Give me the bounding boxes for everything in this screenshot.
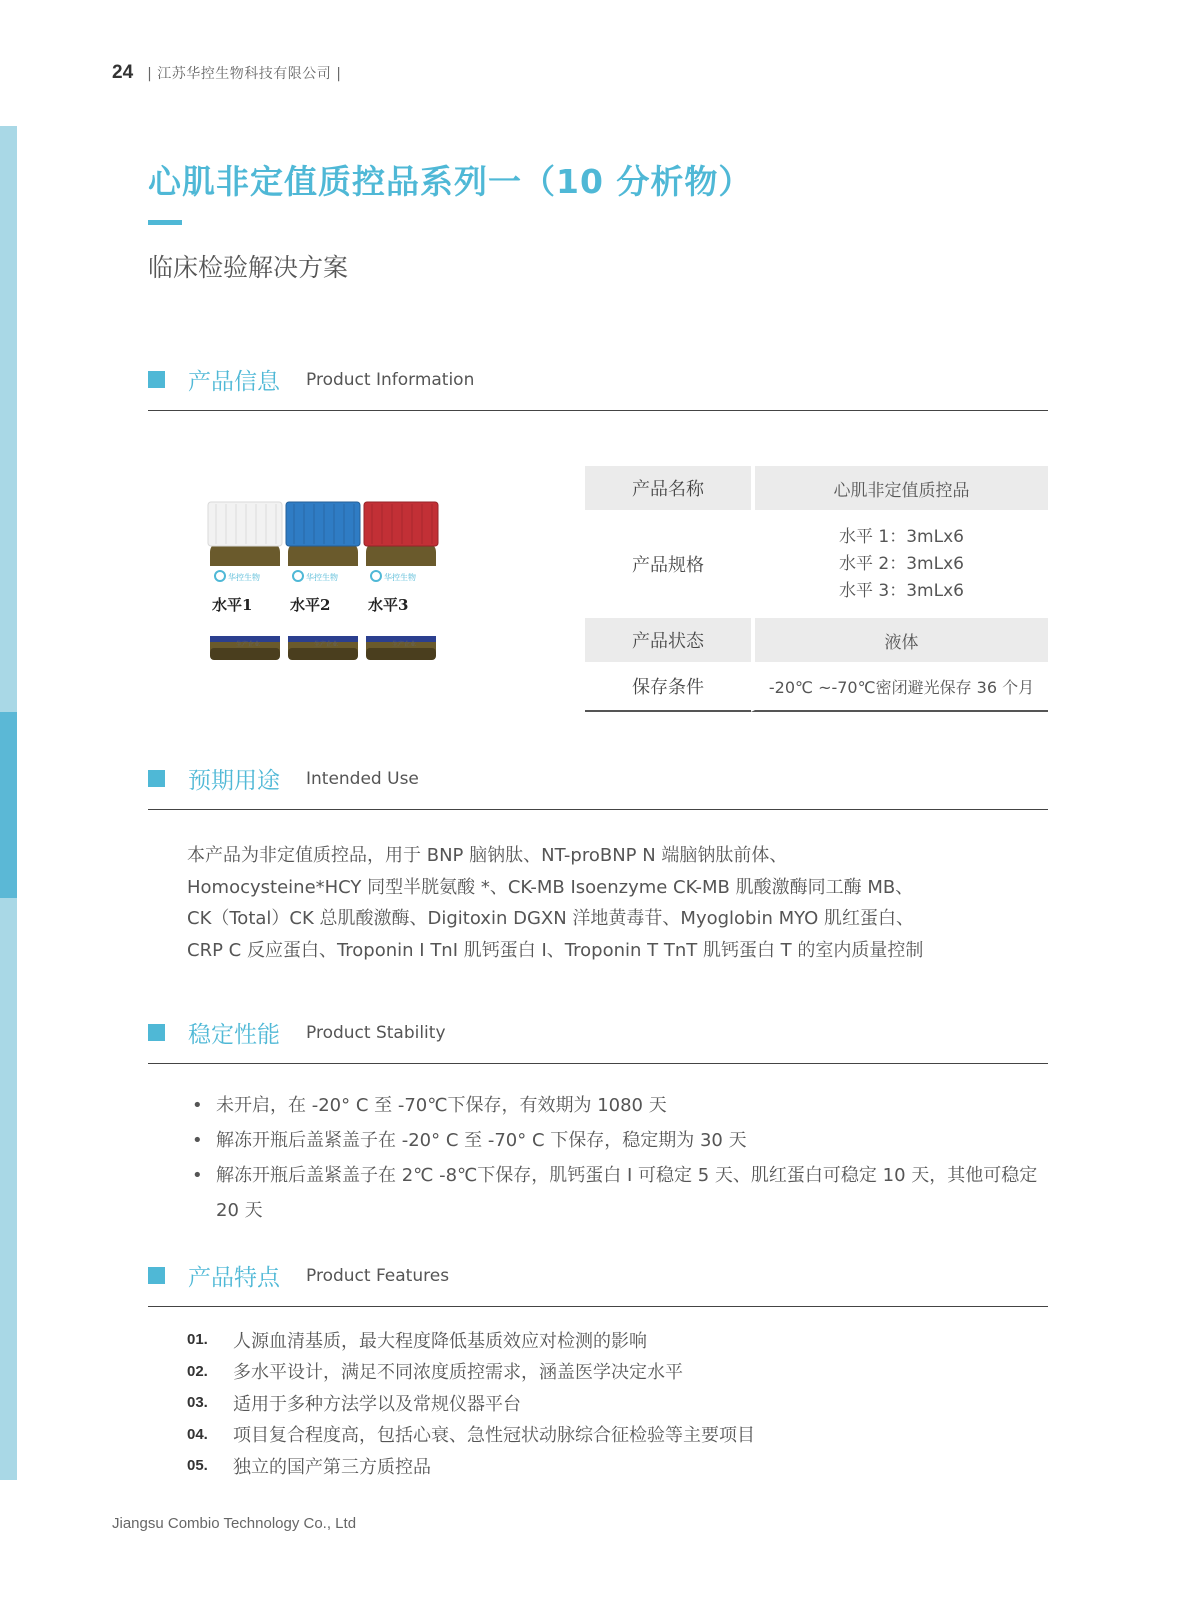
- section-square-icon: [148, 770, 165, 787]
- spec-level-3: 水平 3：3mLx6: [839, 580, 964, 601]
- section-title-en: Product Information: [306, 370, 475, 390]
- table-row-state: [585, 618, 1048, 662]
- company-name-header: | 江苏华控生物科技有限公司 |: [147, 66, 342, 82]
- section-title-en: Intended Use: [306, 769, 419, 789]
- cell-storage-value: -20℃ ~-70℃密闭避光保存 36 个月: [751, 662, 1048, 712]
- feature-number: 05.: [187, 1457, 208, 1475]
- vial-label-1: 水平1: [212, 596, 253, 614]
- list-item: [190, 1123, 1050, 1158]
- page-subtitle: 临床检验解决方案: [148, 253, 349, 282]
- section-stability: [148, 1013, 1048, 1064]
- vial-brand: 华控生物: [306, 573, 338, 582]
- vial-label-3: 水平3: [368, 596, 409, 614]
- feature-text: 人源血清基质，最大程度降低基质效应对检测的影响: [233, 1330, 647, 1352]
- table-row-name: [585, 466, 1048, 510]
- stability-list: [190, 1088, 1050, 1228]
- section-square-icon: [148, 1267, 165, 1284]
- feature-text: 项目复合程度高，包括心衰、急性冠状动脉综合征检验等主要项目: [233, 1425, 755, 1447]
- side-accent-bar-highlight: [0, 712, 17, 898]
- table-row-spec: [585, 510, 1048, 618]
- intended-use-line: Homocysteine*HCY 同型半胱氨酸 *、CK-MB Isoenzyme CK-MB 肌酸激酶同工酶 MB、: [187, 876, 914, 898]
- list-item: [190, 1088, 1050, 1123]
- vial-level-3: [364, 502, 438, 660]
- vial-level-1: [208, 502, 282, 660]
- stability-text: 解冻开瓶后盖紧盖子在 2℃ -8℃下保存，肌钙蛋白 I 可稳定 5 天、肌红蛋白可稳定 10 天，其他可稳定 20 天: [216, 1165, 1038, 1221]
- intended-use-line: 本产品为非定值质控品，用于 BNP 脑钠肽、NT-proBNP N 端脑钠肽前体、: [187, 845, 788, 866]
- section-title-cn: 产品特点: [188, 1265, 280, 1291]
- bullet-icon: •: [192, 1095, 203, 1116]
- feature-number: 04.: [187, 1425, 208, 1443]
- page-number: 24: [112, 62, 134, 83]
- cell-state-label: 产品状态: [585, 618, 751, 662]
- vial-brand: 华控生物: [228, 573, 260, 582]
- vial-label-2: 水平2: [290, 596, 331, 614]
- list-item: [187, 1419, 755, 1451]
- cell-spec-label: 产品规格: [632, 555, 704, 576]
- feature-number: 03.: [187, 1394, 208, 1412]
- section-square-icon: [148, 371, 165, 388]
- section-intended-use: [148, 759, 1048, 810]
- vial-maker: 生产企业: [236, 641, 261, 648]
- section-title-en: Product Stability: [306, 1023, 446, 1043]
- bullet-icon: •: [192, 1165, 203, 1186]
- list-item: [187, 1324, 755, 1356]
- page-header: [112, 62, 341, 84]
- stability-text: 未开启，在 -20° C 至 -70℃下保存，有效期为 1080 天: [216, 1095, 667, 1116]
- section-title-cn: 预期用途: [188, 768, 280, 794]
- list-item: [187, 1356, 755, 1388]
- section-title-en: Product Features: [306, 1266, 450, 1286]
- list-item: [187, 1387, 755, 1419]
- intended-use-text: [187, 840, 1047, 966]
- feature-text: 独立的国产第三方质控品: [233, 1456, 431, 1478]
- cell-state-value: 液体: [751, 618, 1048, 662]
- intended-use-line: CRP C 反应蛋白、Troponin I TnI 肌钙蛋白 I、Troponin T TnT 肌钙蛋白 T 的室内质量控制: [187, 939, 924, 961]
- vial-maker: 生产企业: [314, 641, 339, 648]
- stability-text: 解冻开瓶后盖紧盖子在 -20° C 至 -70° C 下保存，稳定期为 30 天: [216, 1130, 747, 1151]
- spec-level-1: 水平 1：3mLx6: [839, 526, 964, 547]
- cell-name-label: 产品名称: [585, 466, 751, 510]
- vial-brand: 华控生物: [384, 573, 416, 582]
- section-square-icon: [148, 1024, 165, 1041]
- feature-number: 02.: [187, 1362, 208, 1380]
- list-item: [190, 1158, 1050, 1228]
- product-photo: [206, 500, 446, 670]
- title-underline: [148, 220, 182, 225]
- vial-maker: 生产企业: [392, 641, 417, 648]
- cell-storage-label: 保存条件: [585, 662, 751, 712]
- list-item: [187, 1450, 755, 1482]
- page-footer: Jiangsu Combio Technology Co., Ltd: [112, 1515, 357, 1532]
- feature-text: 多水平设计，满足不同浓度质控需求，涵盖医学决定水平: [233, 1362, 683, 1384]
- table-row-storage: [585, 662, 1048, 712]
- spec-level-2: 水平 2：3mLx6: [839, 553, 964, 574]
- section-title-cn: 稳定性能: [188, 1022, 280, 1048]
- section-features: [148, 1256, 1048, 1307]
- cell-name-value: 心肌非定值质控品: [751, 466, 1048, 510]
- section-product-info: [148, 360, 1048, 411]
- section-title-cn: 产品信息: [188, 369, 280, 395]
- intended-use-line: CK（Total）CK 总肌酸激酶、Digitoxin DGXN 洋地黄毒苷、Myoglobin MYO 肌红蛋白、: [187, 908, 915, 929]
- page-title: 心肌非定值质控品系列一（10 分析物）: [148, 162, 753, 201]
- feature-text: 适用于多种方法学以及常规仪器平台: [233, 1393, 521, 1415]
- bullet-icon: •: [192, 1130, 203, 1151]
- vial-level-2: [286, 502, 360, 660]
- features-list: [187, 1324, 755, 1482]
- feature-number: 01.: [187, 1331, 208, 1349]
- product-info-table: [585, 466, 1048, 712]
- cell-spec-value: [751, 510, 1048, 618]
